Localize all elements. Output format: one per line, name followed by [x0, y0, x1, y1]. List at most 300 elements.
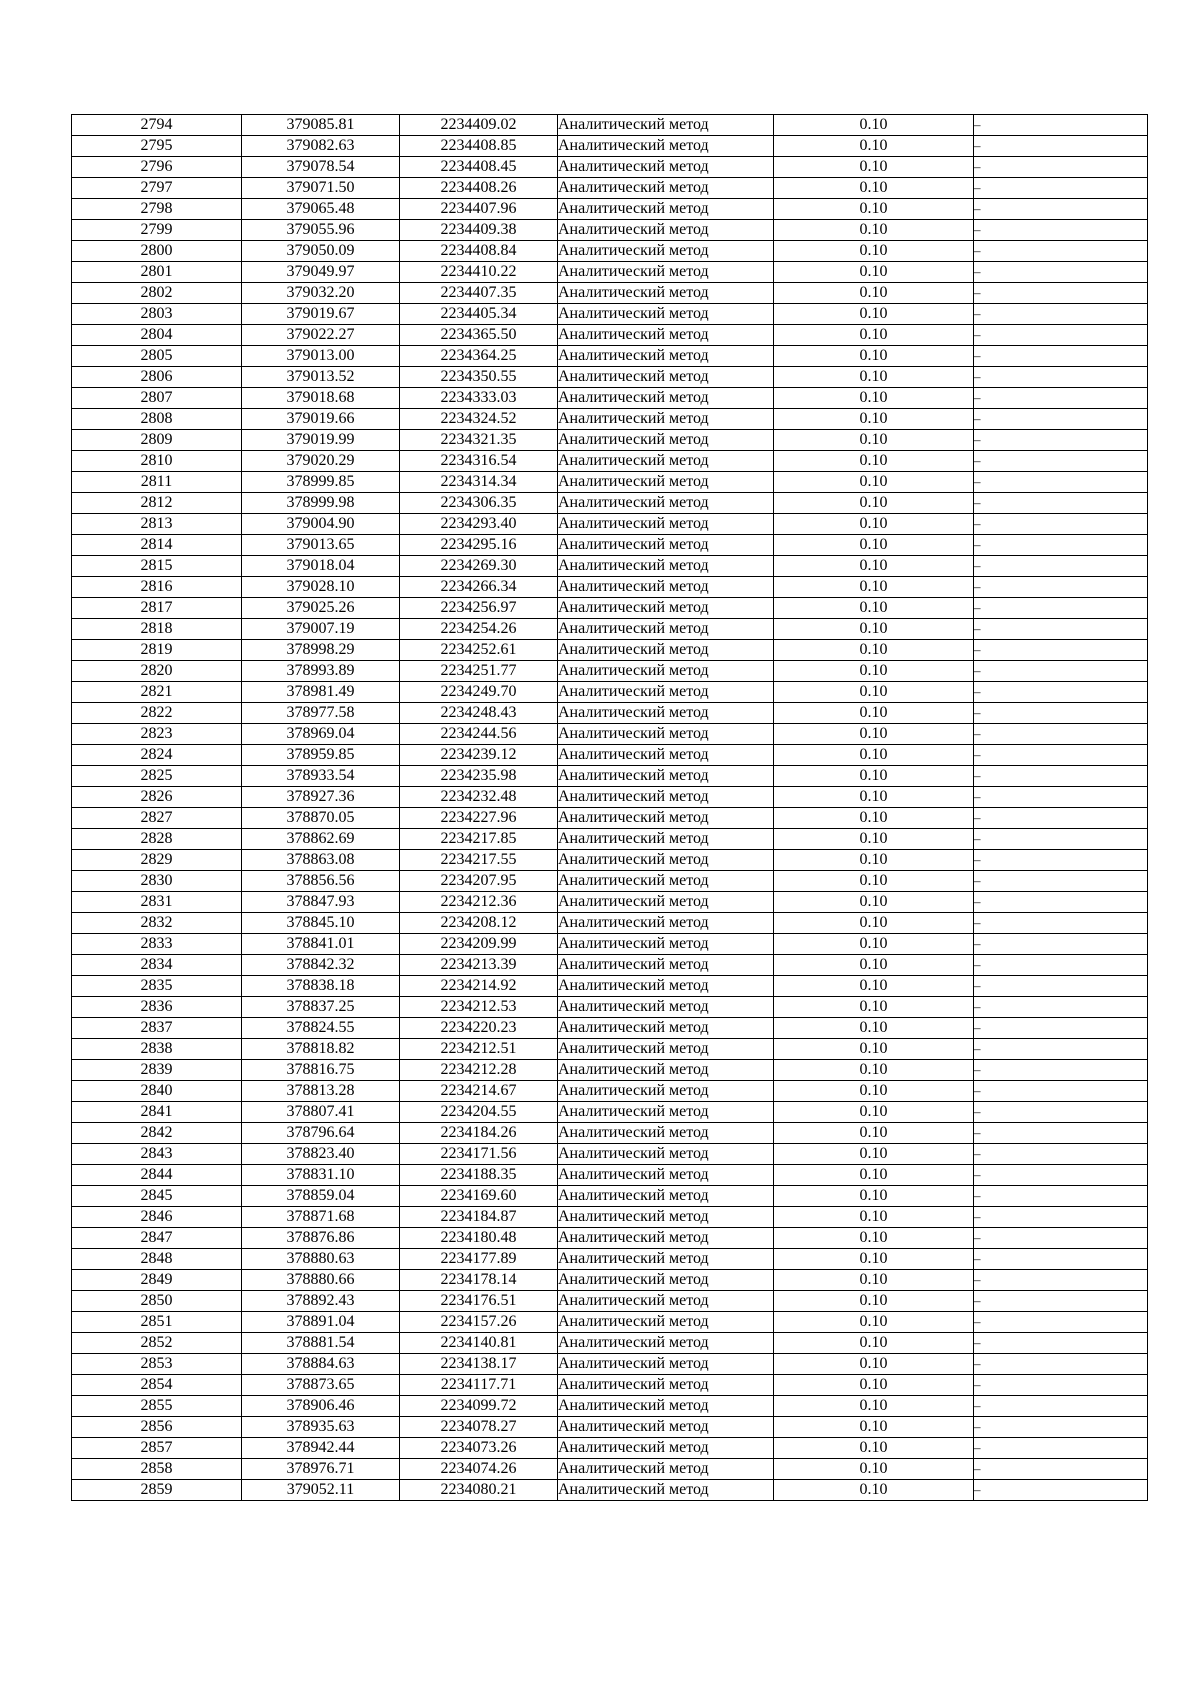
point-number-cell: 2804	[72, 325, 242, 346]
table-row	[72, 997, 1148, 1018]
description-cell: –	[974, 913, 1148, 934]
y-coordinate-cell: 2234073.26	[400, 1438, 558, 1459]
table-row	[72, 241, 1148, 262]
description-cell: –	[974, 1270, 1148, 1291]
description-cell: –	[974, 556, 1148, 577]
method-cell: Аналитический метод	[558, 1459, 774, 1480]
table-row	[72, 535, 1148, 556]
y-coordinate-cell: 2234080.21	[400, 1480, 558, 1501]
y-coordinate-cell: 2234177.89	[400, 1249, 558, 1270]
x-coordinate-cell: 379013.65	[242, 535, 400, 556]
x-coordinate-cell: 378906.46	[242, 1396, 400, 1417]
method-cell: Аналитический метод	[558, 934, 774, 955]
y-coordinate-cell: 2234188.35	[400, 1165, 558, 1186]
table-row	[72, 829, 1148, 850]
accuracy-cell: 0.10	[774, 1144, 974, 1165]
y-coordinate-cell: 2234212.28	[400, 1060, 558, 1081]
table-row	[72, 850, 1148, 871]
accuracy-cell: 0.10	[774, 115, 974, 136]
accuracy-cell: 0.10	[774, 388, 974, 409]
point-number-cell: 2830	[72, 871, 242, 892]
x-coordinate-cell: 378847.93	[242, 892, 400, 913]
method-cell: Аналитический метод	[558, 262, 774, 283]
x-coordinate-cell: 379071.50	[242, 178, 400, 199]
table-row	[72, 1333, 1148, 1354]
table-row	[72, 787, 1148, 808]
accuracy-cell: 0.10	[774, 1207, 974, 1228]
table-row	[72, 640, 1148, 661]
method-cell: Аналитический метод	[558, 640, 774, 661]
accuracy-cell: 0.10	[774, 1291, 974, 1312]
x-coordinate-cell: 378999.98	[242, 493, 400, 514]
method-cell: Аналитический метод	[558, 1333, 774, 1354]
description-cell: –	[974, 388, 1148, 409]
description-cell: –	[974, 808, 1148, 829]
y-coordinate-cell: 2234207.95	[400, 871, 558, 892]
table-row	[72, 1480, 1148, 1501]
description-cell: –	[974, 892, 1148, 913]
x-coordinate-cell: 378831.10	[242, 1165, 400, 1186]
accuracy-cell: 0.10	[774, 787, 974, 808]
x-coordinate-cell: 379050.09	[242, 241, 400, 262]
x-coordinate-cell: 378880.63	[242, 1249, 400, 1270]
y-coordinate-cell: 2234408.85	[400, 136, 558, 157]
x-coordinate-cell: 378859.04	[242, 1186, 400, 1207]
y-coordinate-cell: 2234324.52	[400, 409, 558, 430]
y-coordinate-cell: 2234249.70	[400, 682, 558, 703]
description-cell: –	[974, 682, 1148, 703]
table-row	[72, 1102, 1148, 1123]
point-number-cell: 2858	[72, 1459, 242, 1480]
x-coordinate-cell: 378862.69	[242, 829, 400, 850]
description-cell: –	[974, 1375, 1148, 1396]
table-row	[72, 913, 1148, 934]
accuracy-cell: 0.10	[774, 1375, 974, 1396]
x-coordinate-cell: 379018.04	[242, 556, 400, 577]
accuracy-cell: 0.10	[774, 1165, 974, 1186]
description-cell: –	[974, 997, 1148, 1018]
point-number-cell: 2832	[72, 913, 242, 934]
y-coordinate-cell: 2234209.99	[400, 934, 558, 955]
table-row	[72, 1417, 1148, 1438]
accuracy-cell: 0.10	[774, 976, 974, 997]
table-row	[72, 430, 1148, 451]
method-cell: Аналитический метод	[558, 1228, 774, 1249]
x-coordinate-cell: 378977.58	[242, 703, 400, 724]
point-number-cell: 2847	[72, 1228, 242, 1249]
method-cell: Аналитический метод	[558, 409, 774, 430]
point-number-cell: 2813	[72, 514, 242, 535]
x-coordinate-cell: 378824.55	[242, 1018, 400, 1039]
y-coordinate-cell: 2234227.96	[400, 808, 558, 829]
point-number-cell: 2857	[72, 1438, 242, 1459]
point-number-cell: 2826	[72, 787, 242, 808]
description-cell: –	[974, 430, 1148, 451]
accuracy-cell: 0.10	[774, 262, 974, 283]
description-cell: –	[974, 1291, 1148, 1312]
x-coordinate-cell: 378856.56	[242, 871, 400, 892]
table-row	[72, 1207, 1148, 1228]
point-number-cell: 2844	[72, 1165, 242, 1186]
table-row	[72, 1438, 1148, 1459]
point-number-cell: 2831	[72, 892, 242, 913]
y-coordinate-cell: 2234295.16	[400, 535, 558, 556]
description-cell: –	[974, 1228, 1148, 1249]
x-coordinate-cell: 378796.64	[242, 1123, 400, 1144]
description-cell: –	[974, 367, 1148, 388]
x-coordinate-cell: 378999.85	[242, 472, 400, 493]
table-row	[72, 556, 1148, 577]
method-cell: Аналитический метод	[558, 871, 774, 892]
method-cell: Аналитический метод	[558, 661, 774, 682]
method-cell: Аналитический метод	[558, 1438, 774, 1459]
point-number-cell: 2843	[72, 1144, 242, 1165]
description-cell: –	[974, 262, 1148, 283]
table-row	[72, 409, 1148, 430]
description-cell: –	[974, 766, 1148, 787]
x-coordinate-cell: 379022.27	[242, 325, 400, 346]
method-cell: Аналитический метод	[558, 1060, 774, 1081]
x-coordinate-cell: 379013.00	[242, 346, 400, 367]
y-coordinate-cell: 2234350.55	[400, 367, 558, 388]
table-row	[72, 1354, 1148, 1375]
method-cell: Аналитический метод	[558, 598, 774, 619]
y-coordinate-cell: 2234244.56	[400, 724, 558, 745]
point-number-cell: 2853	[72, 1354, 242, 1375]
y-coordinate-cell: 2234204.55	[400, 1102, 558, 1123]
point-number-cell: 2854	[72, 1375, 242, 1396]
method-cell: Аналитический метод	[558, 514, 774, 535]
y-coordinate-cell: 2234176.51	[400, 1291, 558, 1312]
method-cell: Аналитический метод	[558, 1270, 774, 1291]
y-coordinate-cell: 2234248.43	[400, 703, 558, 724]
description-cell: –	[974, 787, 1148, 808]
table-row	[72, 661, 1148, 682]
x-coordinate-cell: 378870.05	[242, 808, 400, 829]
description-cell: –	[974, 535, 1148, 556]
point-number-cell: 2827	[72, 808, 242, 829]
x-coordinate-cell: 378845.10	[242, 913, 400, 934]
method-cell: Аналитический метод	[558, 241, 774, 262]
accuracy-cell: 0.10	[774, 577, 974, 598]
x-coordinate-cell: 379013.52	[242, 367, 400, 388]
method-cell: Аналитический метод	[558, 682, 774, 703]
x-coordinate-cell: 379018.68	[242, 388, 400, 409]
accuracy-cell: 0.10	[774, 1417, 974, 1438]
x-coordinate-cell: 379065.48	[242, 199, 400, 220]
accuracy-cell: 0.10	[774, 241, 974, 262]
table-row	[72, 1312, 1148, 1333]
description-cell: –	[974, 514, 1148, 535]
table-row	[72, 808, 1148, 829]
y-coordinate-cell: 2234239.12	[400, 745, 558, 766]
x-coordinate-cell: 378976.71	[242, 1459, 400, 1480]
x-coordinate-cell: 379082.63	[242, 136, 400, 157]
description-cell: –	[974, 1417, 1148, 1438]
point-number-cell: 2808	[72, 409, 242, 430]
y-coordinate-cell: 2234232.48	[400, 787, 558, 808]
description-cell: –	[974, 409, 1148, 430]
y-coordinate-cell: 2234138.17	[400, 1354, 558, 1375]
x-coordinate-cell: 379019.67	[242, 304, 400, 325]
x-coordinate-cell: 378863.08	[242, 850, 400, 871]
point-number-cell: 2817	[72, 598, 242, 619]
y-coordinate-cell: 2234251.77	[400, 661, 558, 682]
table-row	[72, 178, 1148, 199]
description-cell: –	[974, 976, 1148, 997]
description-cell: –	[974, 703, 1148, 724]
x-coordinate-cell: 378876.86	[242, 1228, 400, 1249]
table-row	[72, 1228, 1148, 1249]
accuracy-cell: 0.10	[774, 829, 974, 850]
method-cell: Аналитический метод	[558, 724, 774, 745]
method-cell: Аналитический метод	[558, 367, 774, 388]
point-number-cell: 2824	[72, 745, 242, 766]
accuracy-cell: 0.10	[774, 346, 974, 367]
y-coordinate-cell: 2234208.12	[400, 913, 558, 934]
x-coordinate-cell: 378818.82	[242, 1039, 400, 1060]
method-cell: Аналитический метод	[558, 1165, 774, 1186]
x-coordinate-cell: 378959.85	[242, 745, 400, 766]
table-row	[72, 1018, 1148, 1039]
y-coordinate-cell: 2234408.45	[400, 157, 558, 178]
y-coordinate-cell: 2234235.98	[400, 766, 558, 787]
point-number-cell: 2835	[72, 976, 242, 997]
x-coordinate-cell: 378935.63	[242, 1417, 400, 1438]
accuracy-cell: 0.10	[774, 1123, 974, 1144]
point-number-cell: 2837	[72, 1018, 242, 1039]
accuracy-cell: 0.10	[774, 1081, 974, 1102]
y-coordinate-cell: 2234321.35	[400, 430, 558, 451]
description-cell: –	[974, 955, 1148, 976]
description-cell: –	[974, 1333, 1148, 1354]
method-cell: Аналитический метод	[558, 1480, 774, 1501]
description-cell: –	[974, 1165, 1148, 1186]
method-cell: Аналитический метод	[558, 1375, 774, 1396]
point-number-cell: 2838	[72, 1039, 242, 1060]
point-number-cell: 2825	[72, 766, 242, 787]
method-cell: Аналитический метод	[558, 1186, 774, 1207]
accuracy-cell: 0.10	[774, 724, 974, 745]
method-cell: Аналитический метод	[558, 1396, 774, 1417]
table-row	[72, 346, 1148, 367]
point-number-cell: 2851	[72, 1312, 242, 1333]
table-row	[72, 283, 1148, 304]
accuracy-cell: 0.10	[774, 1396, 974, 1417]
description-cell: –	[974, 1186, 1148, 1207]
y-coordinate-cell: 2234409.02	[400, 115, 558, 136]
table-row	[72, 325, 1148, 346]
y-coordinate-cell: 2234140.81	[400, 1333, 558, 1354]
x-coordinate-cell: 379085.81	[242, 115, 400, 136]
table-row	[72, 388, 1148, 409]
x-coordinate-cell: 379032.20	[242, 283, 400, 304]
table-row	[72, 1123, 1148, 1144]
method-cell: Аналитический метод	[558, 976, 774, 997]
table-row	[72, 1165, 1148, 1186]
method-cell: Аналитический метод	[558, 535, 774, 556]
y-coordinate-cell: 2234117.71	[400, 1375, 558, 1396]
description-cell: –	[974, 325, 1148, 346]
description-cell: –	[974, 1249, 1148, 1270]
y-coordinate-cell: 2234407.96	[400, 199, 558, 220]
table-row	[72, 493, 1148, 514]
accuracy-cell: 0.10	[774, 283, 974, 304]
x-coordinate-cell: 378969.04	[242, 724, 400, 745]
point-number-cell: 2816	[72, 577, 242, 598]
y-coordinate-cell: 2234266.34	[400, 577, 558, 598]
description-cell: –	[974, 1060, 1148, 1081]
method-cell: Аналитический метод	[558, 451, 774, 472]
description-cell: –	[974, 1207, 1148, 1228]
point-number-cell: 2855	[72, 1396, 242, 1417]
table-row	[72, 367, 1148, 388]
method-cell: Аналитический метод	[558, 388, 774, 409]
y-coordinate-cell: 2234157.26	[400, 1312, 558, 1333]
accuracy-cell: 0.10	[774, 913, 974, 934]
point-number-cell: 2848	[72, 1249, 242, 1270]
x-coordinate-cell: 379052.11	[242, 1480, 400, 1501]
y-coordinate-cell: 2234212.51	[400, 1039, 558, 1060]
table-row	[72, 766, 1148, 787]
point-number-cell: 2794	[72, 115, 242, 136]
table-row	[72, 724, 1148, 745]
accuracy-cell: 0.10	[774, 850, 974, 871]
table-row	[72, 745, 1148, 766]
point-number-cell: 2809	[72, 430, 242, 451]
description-cell: –	[974, 1144, 1148, 1165]
table-row	[72, 472, 1148, 493]
accuracy-cell: 0.10	[774, 745, 974, 766]
x-coordinate-cell: 378871.68	[242, 1207, 400, 1228]
method-cell: Аналитический метод	[558, 1039, 774, 1060]
x-coordinate-cell: 378993.89	[242, 661, 400, 682]
table-row	[72, 1270, 1148, 1291]
point-number-cell: 2840	[72, 1081, 242, 1102]
method-cell: Аналитический метод	[558, 1123, 774, 1144]
point-number-cell: 2829	[72, 850, 242, 871]
x-coordinate-cell: 378927.36	[242, 787, 400, 808]
accuracy-cell: 0.10	[774, 661, 974, 682]
accuracy-cell: 0.10	[774, 367, 974, 388]
method-cell: Аналитический метод	[558, 325, 774, 346]
y-coordinate-cell: 2234214.67	[400, 1081, 558, 1102]
point-number-cell: 2799	[72, 220, 242, 241]
description-cell: –	[974, 493, 1148, 514]
method-cell: Аналитический метод	[558, 178, 774, 199]
x-coordinate-cell: 378837.25	[242, 997, 400, 1018]
table-row	[72, 682, 1148, 703]
method-cell: Аналитический метод	[558, 157, 774, 178]
description-cell: –	[974, 157, 1148, 178]
accuracy-cell: 0.10	[774, 1354, 974, 1375]
accuracy-cell: 0.10	[774, 808, 974, 829]
accuracy-cell: 0.10	[774, 1438, 974, 1459]
x-coordinate-cell: 378807.41	[242, 1102, 400, 1123]
method-cell: Аналитический метод	[558, 619, 774, 640]
y-coordinate-cell: 2234212.36	[400, 892, 558, 913]
point-number-cell: 2852	[72, 1333, 242, 1354]
y-coordinate-cell: 2234074.26	[400, 1459, 558, 1480]
method-cell: Аналитический метод	[558, 808, 774, 829]
description-cell: –	[974, 346, 1148, 367]
table-row	[72, 1375, 1148, 1396]
y-coordinate-cell: 2234184.26	[400, 1123, 558, 1144]
x-coordinate-cell: 378942.44	[242, 1438, 400, 1459]
method-cell: Аналитический метод	[558, 304, 774, 325]
point-number-cell: 2797	[72, 178, 242, 199]
y-coordinate-cell: 2234409.38	[400, 220, 558, 241]
point-number-cell: 2807	[72, 388, 242, 409]
description-cell: –	[974, 199, 1148, 220]
accuracy-cell: 0.10	[774, 1060, 974, 1081]
accuracy-cell: 0.10	[774, 1228, 974, 1249]
method-cell: Аналитический метод	[558, 493, 774, 514]
x-coordinate-cell: 379078.54	[242, 157, 400, 178]
point-number-cell: 2803	[72, 304, 242, 325]
method-cell: Аналитический метод	[558, 892, 774, 913]
x-coordinate-cell: 378881.54	[242, 1333, 400, 1354]
y-coordinate-cell: 2234213.39	[400, 955, 558, 976]
point-number-cell: 2805	[72, 346, 242, 367]
table-row	[72, 871, 1148, 892]
point-number-cell: 2839	[72, 1060, 242, 1081]
description-cell: –	[974, 1480, 1148, 1501]
y-coordinate-cell: 2234405.34	[400, 304, 558, 325]
accuracy-cell: 0.10	[774, 766, 974, 787]
point-number-cell: 2845	[72, 1186, 242, 1207]
y-coordinate-cell: 2234180.48	[400, 1228, 558, 1249]
y-coordinate-cell: 2234217.55	[400, 850, 558, 871]
description-cell: –	[974, 451, 1148, 472]
accuracy-cell: 0.10	[774, 955, 974, 976]
accuracy-cell: 0.10	[774, 1186, 974, 1207]
table-row	[72, 1144, 1148, 1165]
method-cell: Аналитический метод	[558, 556, 774, 577]
method-cell: Аналитический метод	[558, 283, 774, 304]
point-number-cell: 2810	[72, 451, 242, 472]
method-cell: Аналитический метод	[558, 1291, 774, 1312]
accuracy-cell: 0.10	[774, 220, 974, 241]
accuracy-cell: 0.10	[774, 682, 974, 703]
table-row	[72, 157, 1148, 178]
method-cell: Аналитический метод	[558, 577, 774, 598]
description-cell: –	[974, 1354, 1148, 1375]
x-coordinate-cell: 378842.32	[242, 955, 400, 976]
table-row	[72, 220, 1148, 241]
point-number-cell: 2859	[72, 1480, 242, 1501]
description-cell: –	[974, 619, 1148, 640]
method-cell: Аналитический метод	[558, 745, 774, 766]
table-row	[72, 199, 1148, 220]
table-row	[72, 598, 1148, 619]
point-number-cell: 2812	[72, 493, 242, 514]
point-number-cell: 2806	[72, 367, 242, 388]
x-coordinate-cell: 379049.97	[242, 262, 400, 283]
accuracy-cell: 0.10	[774, 1102, 974, 1123]
method-cell: Аналитический метод	[558, 787, 774, 808]
accuracy-cell: 0.10	[774, 304, 974, 325]
accuracy-cell: 0.10	[774, 136, 974, 157]
point-number-cell: 2818	[72, 619, 242, 640]
description-cell: –	[974, 1459, 1148, 1480]
description-cell: –	[974, 640, 1148, 661]
point-number-cell: 2820	[72, 661, 242, 682]
y-coordinate-cell: 2234364.25	[400, 346, 558, 367]
accuracy-cell: 0.10	[774, 1333, 974, 1354]
y-coordinate-cell: 2234214.92	[400, 976, 558, 997]
description-cell: –	[974, 1039, 1148, 1060]
